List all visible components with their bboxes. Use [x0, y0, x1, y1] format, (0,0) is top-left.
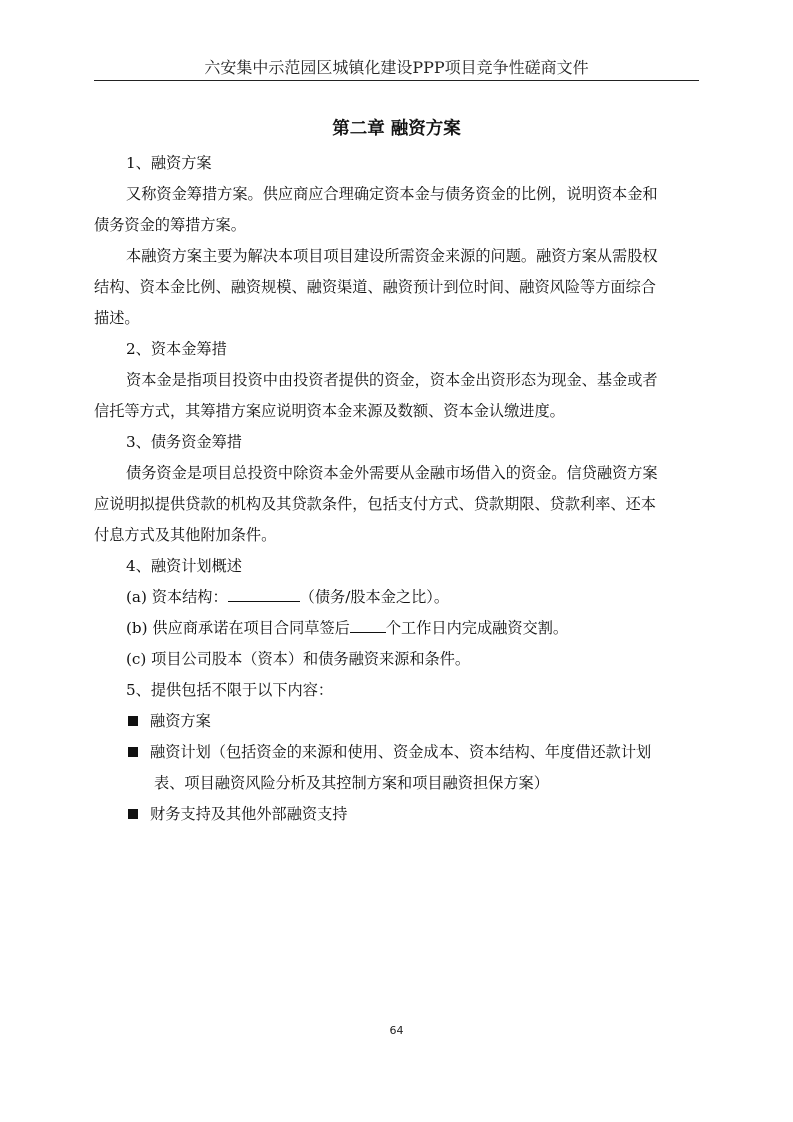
working-days-blank[interactable] — [350, 615, 386, 633]
financing-item-a — [94, 582, 699, 613]
list-item-text: 融资计划（包括资金的来源和使用、资金成本、资本结构、年度借还款计划 — [150, 743, 652, 761]
financing-item-c: (c) 项目公司股本（资本）和债务融资来源和条件。 — [126, 650, 471, 668]
header-divider — [94, 80, 699, 81]
closing-commitment-note: 个工作日内完成融资交割。 — [385, 619, 569, 637]
list-item — [94, 706, 699, 737]
financing-item-b — [94, 613, 699, 644]
capital-structure-label: (a) 资本结构： — [126, 588, 228, 606]
paragraph-line: 又称资金筹措方案。供应商应合理确定资本金与债务资金的比例，说明资本金和 — [126, 185, 658, 203]
capital-structure-blank[interactable] — [228, 584, 300, 602]
paragraph-line: 描述。 — [94, 309, 140, 327]
document-body — [94, 148, 699, 830]
paragraph-line: 债务资金的筹措方案。 — [94, 216, 246, 234]
chapter-title: 第二章 融资方案 — [332, 119, 461, 139]
paragraph-line: 信托等方式，其筹措方案应说明资本金来源及数额、资本金认缴进度。 — [94, 402, 565, 420]
section-5-heading: 5、提供包括不限于以下内容： — [126, 681, 334, 699]
paragraph-line: 结构、资本金比例、融资规模、融资渠道、融资预计到位时间、融资风险等方面综合 — [94, 278, 656, 296]
square-bullet-icon — [128, 716, 138, 726]
paragraph-line: 付息方式及其他附加条件。 — [94, 526, 277, 544]
list-item-continuation: 表、项目融资风险分析及其控制方案和项目融资担保方案） — [154, 774, 549, 792]
paragraph-line: 本融资方案主要为解决本项目项目建设所需资金来源的问题。融资方案从需股权 — [126, 247, 658, 265]
closing-commitment-label: (b) 供应商承诺在项目合同草签后 — [126, 619, 350, 637]
paragraph-line: 资本金是指项目投资中由投资者提供的资金，资本金出资形态为现金、基金或者 — [126, 371, 658, 389]
list-item-text: 融资方案 — [150, 712, 211, 730]
square-bullet-icon — [128, 809, 138, 819]
capital-structure-note: （债务/股本金之比）。 — [299, 588, 450, 606]
section-4-heading: 4、融资计划概述 — [126, 557, 242, 575]
section-3-heading: 3、债务资金筹措 — [126, 433, 242, 451]
paragraph-line: 债务资金是项目总投资中除资本金外需要从金融市场借入的资金。信贷融资方案 — [126, 464, 658, 482]
list-item-text: 财务支持及其他外部融资支持 — [150, 805, 348, 823]
paragraph-line: 应说明拟提供贷款的机构及其贷款条件，包括支付方式、贷款期限、贷款利率、还本 — [94, 495, 656, 513]
square-bullet-icon — [128, 747, 138, 757]
section-1-heading: 1、融资方案 — [126, 154, 212, 172]
list-item — [94, 799, 699, 830]
section-2-heading: 2、资本金筹措 — [126, 340, 227, 358]
list-item — [94, 737, 699, 768]
document-header-title: 六安集中示范园区城镇化建设PPP项目竞争性磋商文件 — [204, 58, 589, 77]
page-number: 64 — [389, 1024, 404, 1037]
